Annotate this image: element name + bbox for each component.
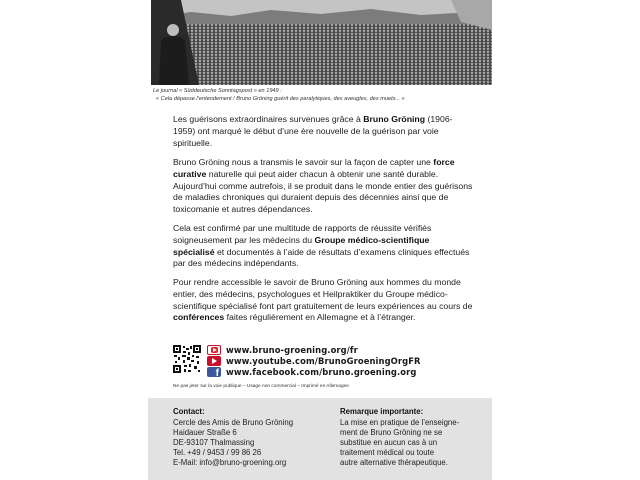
p2-bold: force curative [173,157,455,179]
contact-line: Cercle des Amis de Bruno Gröning [173,417,294,427]
p3-text-a: Cela est confirmé par une multitude de rapports de réussite vérifiés soigneusement par les médecins du [173,223,432,245]
facebook-link[interactable]: www.facebook.com/bruno.groening.org [226,367,417,377]
crowd-photo-graphic [151,0,492,85]
p4-text-c: faites régulièrement en Allemagne et à l’étranger. [224,312,416,323]
crowd-photo-icon [151,0,492,85]
contact-phone: Tel. +49 / 9453 / 99 86 26 [173,447,262,457]
links-block [173,344,473,378]
contact-email[interactable]: E-Mail: info@bruno-groening.org [173,457,287,467]
youtube-icon[interactable] [207,345,221,355]
p4-text-a: Pour rendre accessible le savoir de Bruno Gröning aux hommes du monde entier, des médecins, psychologues et Heilpraktiker du Groupe médico-scientifique spécialisé font part gratuitement de leurs expériences au cours de [173,277,473,311]
paragraph-healing-force [173,157,473,216]
caption-source: Le journal « Süddeutsche Sonntagspost » en 1949 : [153,88,282,94]
contact-heading: Contact: [173,407,205,416]
youtube-play-icon[interactable] [207,356,221,366]
p3-text-c: et documentés à l’aide de résultats d’examens cliniques effectués par des médecins indépendants. [173,246,470,269]
p1-text-c: (1906-1959) ont marqué le début d’une ère nouvelle de la guérison par voie spirituelle. [173,114,453,148]
paragraph-conferences [173,277,473,324]
qr-code-icon[interactable] [173,345,201,373]
footer-panel [148,398,492,480]
remark-line: traitement médical ou toute [340,447,435,457]
paragraph-medical-group [173,223,473,270]
facebook-icon[interactable] [207,367,221,377]
p1-text-a: Les guérisons extraordinaires survenues grâce à [173,114,364,124]
p2-text-c: naturelle qui peut aider chacun à obtenir une santé durable. Aujourd’hui comme autrefois, il se produit dans le monde entier des guérisons de maladies chroniques qui duraient depuis des décennies ainsi que de toxicomanie et autres dépendances. [173,168,473,215]
youtube-link[interactable]: www.youtube.com/BrunoGroeningOrgFR [226,356,421,366]
flyer-page [148,0,492,480]
remark-line: autre alternative thérapeutique. [340,457,448,467]
p3-bold: Groupe médico-scientifique spécialisé [173,234,430,257]
remark-block [340,407,480,467]
fine-print: Ne pas jeter sur la voie publique – Usage non commercial – Imprimé en Allemagne [173,384,349,389]
remark-heading: Remarque importante: [340,407,424,416]
p4-bold: conférences [173,312,225,323]
contact-line: Haidauer Straße 6 [173,427,237,437]
p1-bold: Bruno Gröning [363,114,426,124]
website-link[interactable]: www.bruno-groening.org/fr [226,345,358,355]
remark-line: ment de Bruno Gröning ne se [340,427,443,437]
contact-line: DE-93107 Thalmassing [173,437,255,447]
contact-block [173,407,323,467]
paragraph-intro [173,114,473,149]
remark-line: substitue en aucun cas à un [340,437,438,447]
p2-text-a: Bruno Gröning nous a transmis le savoir sur la façon de capter une [173,157,434,167]
caption-quote: « Cela dépasse l’entendement ! Bruno Gröning guérit des paralytiques, des aveugles, des muets... » [156,96,405,102]
remark-line: La mise en pratique de l’enseigne- [340,417,460,427]
